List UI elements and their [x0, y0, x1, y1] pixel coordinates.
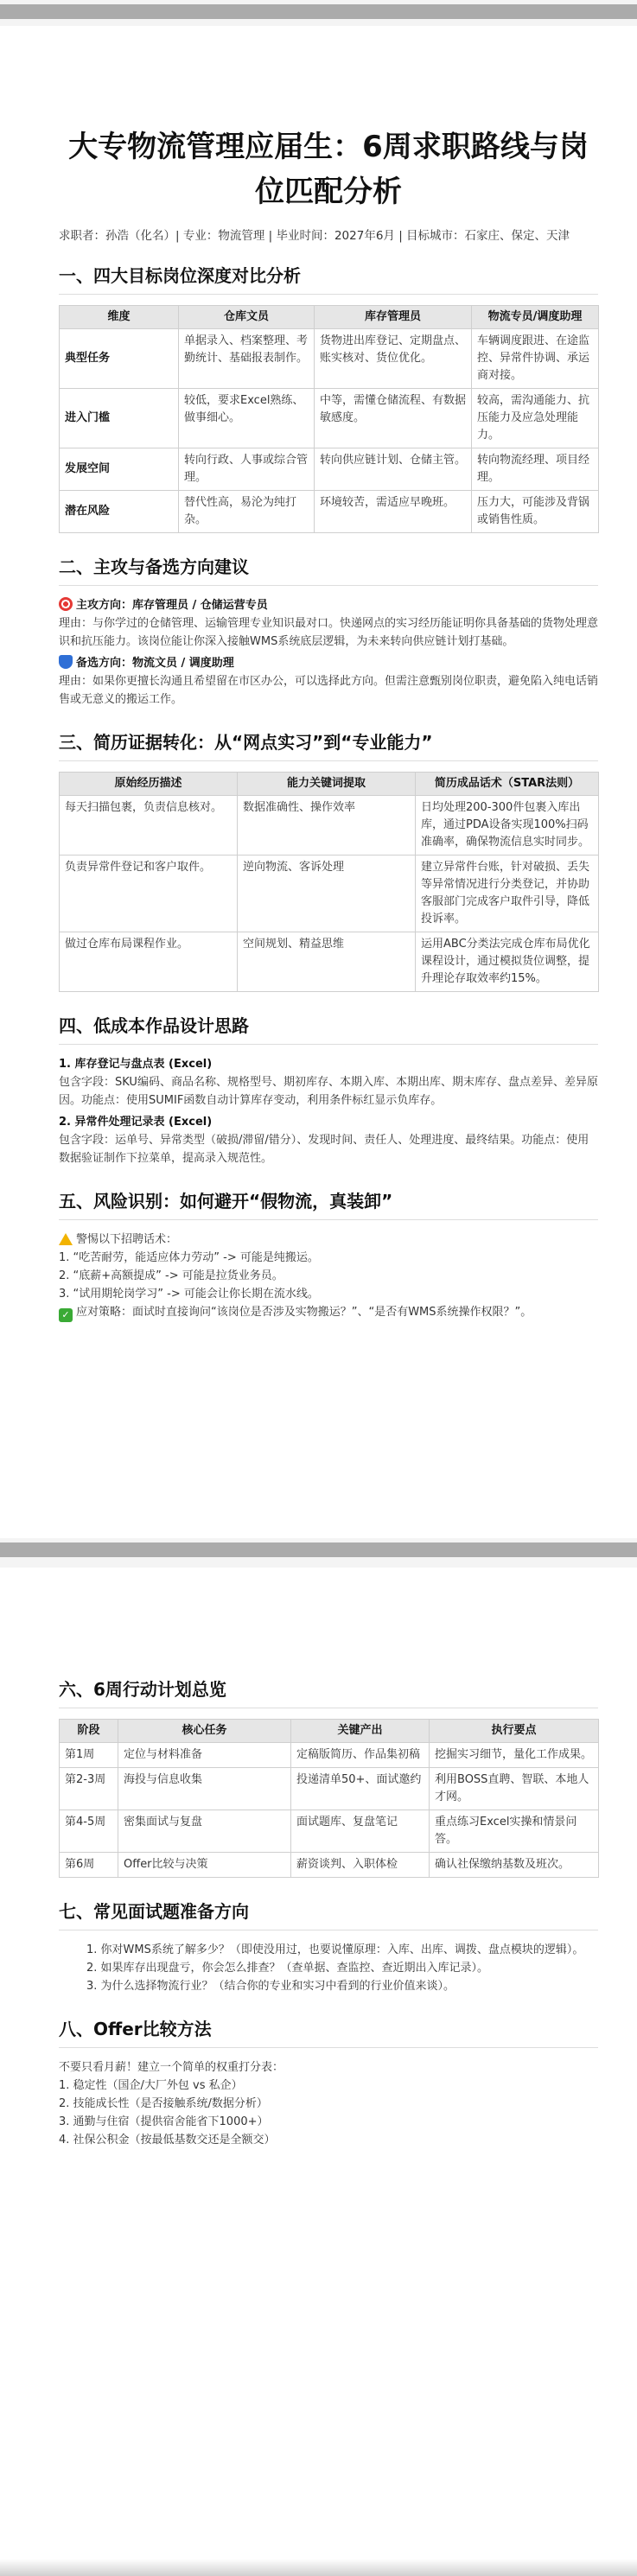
- table-header-cell: 关键产出: [291, 1720, 430, 1743]
- table-cell: 发展空间: [60, 448, 179, 491]
- table-header-cell: 仓库文员: [179, 306, 315, 329]
- table-cell: 投递清单50+、面试邀约: [291, 1768, 430, 1810]
- page-separator-middle: [0, 1538, 637, 1568]
- section-risk-identification: [59, 1188, 598, 1322]
- section-heading: 三、简历证据转化：从“网点实习”到“专业能力”: [59, 729, 598, 761]
- table-cell: 第2-3周: [60, 1768, 118, 1810]
- list-item: 1. “吃苦耐劳，能适应体力劳动” -> 可能是纯搬运。: [59, 1251, 319, 1264]
- portfolio-item-body: 包含字段：运单号、异常类型（破损/滞留/错分）、发现时间、责任人、处理进度、最终结果。功能点：使用数据验证制作下拉菜单，提高录入规范性。: [59, 1134, 589, 1165]
- interview-question-list: [59, 1941, 598, 1995]
- portfolio-item-heading: 2. 异常件处理记录表 (Excel): [59, 1116, 213, 1129]
- list-item: 4. 社保公积金（按最低基数交还是全额交）: [59, 2134, 276, 2147]
- table-cell: 重点练习Excel实操和情景问答。: [430, 1810, 599, 1853]
- table-header-cell: 维度: [60, 306, 179, 329]
- table-cell: 薪资谈判、入职体检: [291, 1853, 430, 1878]
- main-direction-text: 主攻方向：库存管理员 / 仓储运营专员: [76, 599, 268, 612]
- table-header-row: [60, 1720, 599, 1743]
- section-interview-questions: [59, 1899, 598, 1995]
- section-direction-advice: [59, 554, 598, 709]
- table-cell: 车辆调度跟进、在途监控、异常件协调、承运商对接。: [472, 329, 599, 389]
- table-cell: 定稿版简历、作品集初稿: [291, 1743, 430, 1768]
- table-header-cell: 阶段: [60, 1720, 118, 1743]
- list-item: 3. “试用期轮岗学习” -> 可能会让你长期在流水线。: [59, 1288, 319, 1301]
- warning-line: [59, 1231, 598, 1249]
- alt-direction-text: 备选方向：物流文员 / 调度助理: [76, 657, 234, 670]
- table-row: [60, 491, 599, 533]
- table-cell: 潜在风险: [60, 491, 179, 533]
- table-cell: Offer比较与决策: [118, 1853, 291, 1878]
- strategy-line: [59, 1303, 598, 1322]
- table-header-cell: 物流专员/调度助理: [472, 306, 599, 329]
- list-item: 1. 稳定性（国企/大厂外包 vs 私企）: [59, 2079, 243, 2092]
- table-cell: 密集面试与复盘: [118, 1810, 291, 1853]
- table-cell: 负责异常件登记和客户取件。: [60, 855, 238, 932]
- table-cell: 利用BOSS直聘、智联、本地人才网。: [430, 1768, 599, 1810]
- list-item: 3. 通勤与住宿（提供宿舍能省下1000+）: [59, 2115, 269, 2128]
- table-row: [60, 855, 599, 932]
- portfolio-item-heading: 1. 库存登记与盘点表 (Excel): [59, 1058, 213, 1071]
- section-action-plan: [59, 1676, 598, 1878]
- offer-intro: 不要只看月薪！建立一个简单的权重打分表：: [59, 2061, 284, 2074]
- alt-direction-reason: 理由：如果你更擅长沟通且希望留在市区办公，可以选择此方向。但需注意甄别岗位职责，避免陷入纯电话销售或无意义的搬运工作。: [59, 675, 599, 706]
- list-item: 3. 为什么选择物流行业？（结合你的专业和实习中看到的行业价值来谈）。: [86, 1980, 455, 1993]
- check-icon: ✓: [59, 1308, 73, 1322]
- strategy-text: 应对策略：面试时直接询问“该岗位是否涉及实物搬运？”、“是否有WMS系统操作权限？”。: [76, 1306, 532, 1319]
- list-item: 2. 技能成长性（是否接触系统/数据分析）: [59, 2097, 268, 2110]
- section-position-comparison: [59, 263, 598, 533]
- table-row: [60, 932, 599, 992]
- table-cell: 转向物流经理、项目经理。: [472, 448, 599, 491]
- table-cell: 建立异常件台账，针对破损、丢失等异常情况进行分类登记，并协助客服部门完成客户取件引导，降低投诉率。: [416, 855, 599, 932]
- table-row: [60, 1810, 599, 1853]
- table-cell: 确认社保缴纳基数及班次。: [430, 1853, 599, 1878]
- table-cell: 进入门槛: [60, 389, 179, 448]
- section-heading: 四、低成本作品设计思路: [59, 1013, 598, 1045]
- table-cell: 较低，要求Excel熟练、做事细心。: [179, 389, 315, 448]
- section-heading: 一、四大目标岗位深度对比分析: [59, 263, 598, 295]
- table-header-cell: 原始经历描述: [60, 773, 238, 796]
- alt-direction-label: [59, 654, 598, 672]
- section-heading: 二、主攻与备选方向建议: [59, 554, 598, 586]
- main-direction-reason: 理由：与你学过的仓储管理、运输管理专业知识最对口。快递网点的实习经历能证明你具备基础的货物处理意识和抗压能力。该岗位能让你深入接触WMS系统底层逻辑，为未来转向供应链计划打基础。: [59, 617, 599, 648]
- table-cell: 第6周: [60, 1853, 118, 1878]
- table-header-row: [60, 306, 599, 329]
- section-heading: 六、6周行动计划总览: [59, 1676, 598, 1708]
- table-row: [60, 389, 599, 448]
- table-row: [60, 1743, 599, 1768]
- table-cell: 逆向物流、客诉处理: [238, 855, 416, 932]
- main-direction-label: [59, 596, 598, 614]
- section-heading: 八、Offer比较方法: [59, 2016, 598, 2048]
- table-row: [60, 329, 599, 389]
- table-cell: 空间规划、精益思维: [238, 932, 416, 992]
- document-meta: 求职者：孙浩（化名）| 专业：物流管理 | 毕业时间：2027年6月 | 目标城市：石家庄、保定、天津: [59, 229, 570, 243]
- shield-icon: [59, 655, 73, 669]
- document-page-2: [59, 1676, 598, 2170]
- table-row: [60, 1853, 599, 1878]
- page-separator-bottom: [0, 2559, 637, 2576]
- table-header-row: [60, 773, 599, 796]
- table-header-cell: 能力关键词提取: [238, 773, 416, 796]
- table-cell: 面试题库、复盘笔记: [291, 1810, 430, 1853]
- table-cell: 数据准确性、操作效率: [238, 796, 416, 855]
- table-header-cell: 核心任务: [118, 1720, 291, 1743]
- table-row: [60, 1768, 599, 1810]
- table-cell: 转向行政、人事或综合管理。: [179, 448, 315, 491]
- table-cell: 日均处理200-300件包裹入库出库，通过PDA设备实现100%扫码准确率，确保物流信息实时同步。: [416, 796, 599, 855]
- resume-evidence-table: [59, 772, 599, 992]
- table-header-cell: 库存管理员: [315, 306, 472, 329]
- table-cell: 第1周: [60, 1743, 118, 1768]
- table-cell: 环境较苦，需适应早晚班。: [315, 491, 472, 533]
- section-resume-evidence: [59, 729, 598, 992]
- document-title: 大专物流管理应届生：6周求职路线与岗位匹配分析: [68, 130, 589, 209]
- warning-icon: [59, 1233, 73, 1245]
- list-item: 2. “底薪+高额提成” -> 可能是拉货业务员。: [59, 1269, 283, 1282]
- offer-criteria-list: [59, 2077, 598, 2149]
- warning-text: 警惕以下招聘话术：: [76, 1233, 178, 1246]
- table-row: [60, 448, 599, 491]
- table-cell: 做过仓库布局课程作业。: [60, 932, 238, 992]
- table-cell: 海投与信息收集: [118, 1768, 291, 1810]
- page-separator-top: [0, 0, 637, 26]
- action-plan-table: [59, 1719, 599, 1878]
- table-cell: 运用ABC分类法完成仓库布局优化课程设计，通过模拟货位调整，提升理论存取效率约15%。: [416, 932, 599, 992]
- table-cell: 单据录入、档案整理、考勤统计、基础报表制作。: [179, 329, 315, 389]
- table-header-cell: 执行要点: [430, 1720, 599, 1743]
- table-row: [60, 796, 599, 855]
- table-cell: 挖掘实习细节，量化工作成果。: [430, 1743, 599, 1768]
- table-cell: 典型任务: [60, 329, 179, 389]
- table-header-cell: 简历成品话术（STAR法则）: [416, 773, 599, 796]
- portfolio-item-body: 包含字段：SKU编码、商品名称、规格型号、期初库存、本期入库、本期出库、期末库存、盘点差异、差异原因。功能点：使用SUMIF函数自动计算库存变动，利用条件标红显示负库存。: [59, 1076, 598, 1107]
- document-page-1: [59, 124, 598, 1343]
- section-heading: 七、常见面试题准备方向: [59, 1899, 598, 1930]
- section-offer-comparison: [59, 2016, 598, 2149]
- table-cell: 压力大，可能涉及背锅或销售性质。: [472, 491, 599, 533]
- section-portfolio-design: [59, 1013, 598, 1167]
- table-cell: 货物进出库登记、定期盘点、账实核对、货位优化。: [315, 329, 472, 389]
- table-cell: 转向供应链计划、仓储主管。: [315, 448, 472, 491]
- table-cell: 替代性高，易沦为纯打杂。: [179, 491, 315, 533]
- table-cell: 定位与材料准备: [118, 1743, 291, 1768]
- list-item: 1. 你对WMS系统了解多少？（即使没用过，也要说懂原理：入库、出库、调拨、盘点模块的逻辑）。: [86, 1943, 584, 1956]
- list-item: 2. 如果库存出现盘亏，你会怎么排查？（查单据、查监控、查近期出入库记录）。: [86, 1962, 489, 1975]
- position-comparison-table: [59, 305, 599, 533]
- target-icon: [59, 597, 73, 611]
- table-cell: 每天扫描包裹，负责信息核对。: [60, 796, 238, 855]
- table-cell: 中等，需懂仓储流程、有数据敏感度。: [315, 389, 472, 448]
- table-cell: 第4-5周: [60, 1810, 118, 1853]
- table-cell: 较高，需沟通能力、抗压能力及应急处理能力。: [472, 389, 599, 448]
- risk-list: [59, 1249, 598, 1303]
- section-heading: 五、风险识别：如何避开“假物流，真装卸”: [59, 1188, 598, 1220]
